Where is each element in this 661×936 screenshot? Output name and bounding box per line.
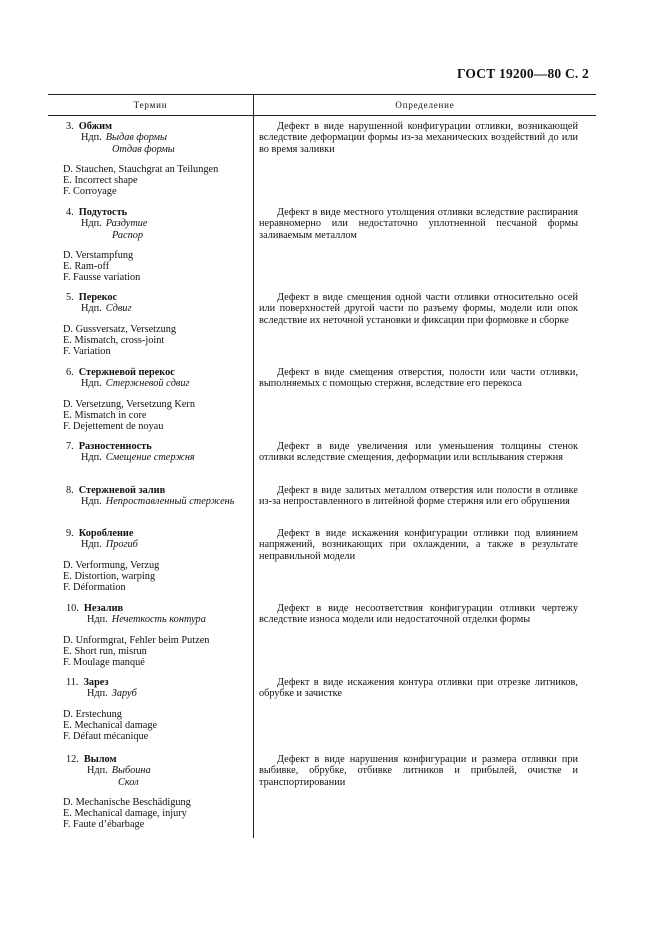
term-cell (63, 528, 252, 594)
deprecated-synonym-line (66, 539, 252, 550)
foreign-equivalent: D. Versetzung, Versetzung Kern (63, 398, 196, 410)
foreign-equivalent: F. Déformation (63, 582, 126, 594)
deprecated-synonym-line (66, 378, 252, 389)
definition-text: Дефект в виде смещения отверстия, полости или части отливки, выполняемых с помощью стержня, вследствие его перекоса (259, 367, 578, 390)
deprecated-label: Ндп. (81, 218, 102, 230)
foreign-equivalent: E. Incorrect shape (63, 175, 138, 187)
definition-text: Дефект в виде залитых металлом отверстия или полости в отливке из-за непроставленного в литейной форме стержня или его обрушения (259, 485, 578, 508)
deprecated-label: Ндп. (87, 765, 108, 777)
deprecated-synonym: Заруб (111, 688, 137, 700)
term-title: Зарез (83, 677, 109, 688)
foreign-equivalents (63, 250, 252, 284)
deprecated-label: Ндп. (81, 496, 102, 508)
term-cell (66, 441, 252, 464)
column-header-term: Термин (133, 100, 168, 110)
deprecated-label: Ндп. (87, 688, 108, 700)
foreign-equivalent: D. Erstechung (63, 708, 122, 720)
term-title: Незалив (83, 603, 124, 614)
deprecated-synonym-line (66, 614, 252, 625)
definition-text: Дефект в виде местного утолщения отливки вследствие распирания неравномерно или недостаточно уплотненной песчаной формы заливаемым металлом (259, 207, 578, 241)
term-cell (63, 121, 252, 198)
deprecated-synonym: Смещение стержня (105, 452, 195, 464)
foreign-equivalent: E. Mismatch in core (63, 409, 147, 421)
foreign-equivalent: E. Ram-off (63, 261, 110, 273)
term-number: 7. (66, 441, 74, 452)
term-heading (66, 441, 252, 452)
term-title: Коробление (78, 528, 134, 539)
term-title: Перекос (78, 292, 118, 303)
term-heading (66, 207, 252, 218)
foreign-equivalent: D. Gussversatz, Versetzung (63, 323, 177, 335)
deprecated-label: Ндп. (81, 303, 102, 315)
deprecated-synonym: Отдав формы (112, 143, 175, 155)
deprecated-synonym-line (66, 218, 252, 229)
deprecated-synonym: Сдвиг (105, 303, 132, 315)
term-heading (66, 528, 252, 539)
deprecated-synonym-line (66, 452, 252, 463)
term-heading (66, 754, 252, 765)
term-number: 4. (66, 207, 74, 218)
term-cell (63, 677, 252, 743)
deprecated-synonym-line (66, 496, 252, 507)
definition-text: Дефект в виде нарушения конфигурации и размера отливки при выбивке, обрубке, отбивке литников и прибылей, очистке и транспортировании (259, 754, 578, 788)
foreign-equivalents (63, 709, 252, 743)
deprecated-synonym-line (66, 765, 252, 776)
deprecated-synonym: Выдав формы (105, 132, 167, 144)
deprecated-synonym: Раздутие (105, 218, 148, 230)
foreign-equivalent: F. Corroyage (63, 186, 117, 198)
foreign-equivalent: D. Stauchen, Stauchgrat an Teilungen (63, 163, 219, 175)
table-column-divider (253, 95, 254, 838)
foreign-equivalents (63, 635, 252, 669)
column-header-definition: Определение (395, 100, 455, 110)
deprecated-synonym: Нечеткость контура (111, 614, 206, 626)
foreign-equivalent: E. Mismatch, cross-joint (63, 334, 165, 346)
foreign-equivalent: F. Moulage manqué (63, 657, 145, 669)
foreign-equivalents (63, 797, 252, 831)
deprecated-synonym: Выбоина (111, 765, 151, 777)
deprecated-synonym: Скол (118, 776, 139, 788)
foreign-equivalent: E. Distortion, warping (63, 570, 156, 582)
deprecated-synonym-line (66, 132, 252, 143)
foreign-equivalents (63, 560, 252, 594)
term-number: 11. (66, 677, 79, 688)
foreign-equivalent: D. Unformgrat, Fehler beim Putzen (63, 634, 210, 646)
definition-text: Дефект в виде смещения одной части отливки относительно осей или поверхностей другой части по разъему формы, модели или опок вследствие их неточной установки и фиксации при формовке и сборке (259, 292, 578, 326)
term-number: 9. (66, 528, 74, 539)
definition-text: Дефект в виде искажения конфигурации отливки под влиянием напряжений, возникающих при охлаждении, а также в результате неправильной модели (259, 528, 578, 562)
foreign-equivalents (63, 324, 252, 358)
term-number: 12. (66, 754, 79, 765)
foreign-equivalent: D. Mechanische Beschädigung (63, 796, 191, 808)
term-cell (63, 367, 252, 433)
foreign-equivalent: D. Verformung, Verzug (63, 559, 160, 571)
term-heading (66, 603, 252, 614)
term-heading (66, 367, 252, 378)
term-cell (63, 207, 252, 284)
term-heading (66, 292, 252, 303)
term-cell (63, 603, 252, 669)
table-header-rule (48, 115, 596, 116)
deprecated-label: Ндп. (81, 452, 102, 464)
deprecated-synonym-line (66, 303, 252, 314)
page-header: ГОСТ 19200—80 С. 2 (456, 66, 589, 81)
definition-text: Дефект в виде искажения контура отливки при отрезке литников, обрубке и зачистке (259, 677, 578, 700)
term-heading (66, 485, 252, 496)
term-title: Стержневой перекос (78, 367, 175, 378)
deprecated-label: Ндп. (81, 132, 102, 144)
foreign-equivalent: F. Défaut mécanique (63, 731, 149, 743)
deprecated-synonym: Распор (112, 229, 144, 241)
term-title: Обжим (78, 121, 113, 132)
definition-text: Дефект в виде нарушенной конфигурации отливки, возникающей вследствие деформации формы из-за механических воздействий до или во время заливки (259, 121, 578, 155)
foreign-equivalent: E. Mechanical damage, injury (63, 808, 187, 820)
foreign-equivalents (63, 399, 252, 433)
term-cell (63, 754, 252, 831)
foreign-equivalent: F. Dejettement de noyau (63, 421, 164, 433)
term-heading (66, 677, 252, 688)
foreign-equivalent: F. Variation (63, 346, 111, 358)
deprecated-label: Ндп. (81, 539, 102, 551)
term-heading (66, 121, 252, 132)
deprecated-synonym: Прогиб (105, 539, 138, 551)
term-cell (63, 292, 252, 358)
deprecated-label: Ндп. (87, 614, 108, 626)
term-cell (66, 485, 252, 508)
term-title: Подутость (78, 207, 128, 218)
term-number: 10. (66, 603, 79, 614)
foreign-equivalent: D. Verstampfung (63, 249, 134, 261)
foreign-equivalent: E. Short run, misrun (63, 645, 147, 657)
table-top-rule (48, 94, 596, 95)
definition-text: Дефект в виде несоответствия конфигурации отливки чертежу вследствие износа модели или недостаточной отделки формы (259, 603, 578, 626)
foreign-equivalent: F. Faute d’ébarbage (63, 819, 145, 831)
term-number: 3. (66, 121, 74, 132)
definition-text: Дефект в виде увеличения или уменьшения толщины стенок отливки вследствие смещения, деформации или всплывания стержня (259, 441, 578, 464)
foreign-equivalent: F. Fausse variation (63, 272, 141, 284)
term-title: Разностенность (78, 441, 152, 452)
deprecated-synonym-line (66, 688, 252, 699)
deprecated-synonym: Стержневой сдвиг (105, 378, 190, 390)
foreign-equivalents (63, 164, 252, 198)
deprecated-synonym: Непроставленный стержень (105, 496, 235, 508)
deprecated-label: Ндп. (81, 378, 102, 390)
term-title: Вылом (83, 754, 117, 765)
term-title: Стержневой залив (78, 485, 166, 496)
term-number: 5. (66, 292, 74, 303)
term-number: 8. (66, 485, 74, 496)
foreign-equivalent: E. Mechanical damage (63, 719, 158, 731)
term-number: 6. (66, 367, 74, 378)
